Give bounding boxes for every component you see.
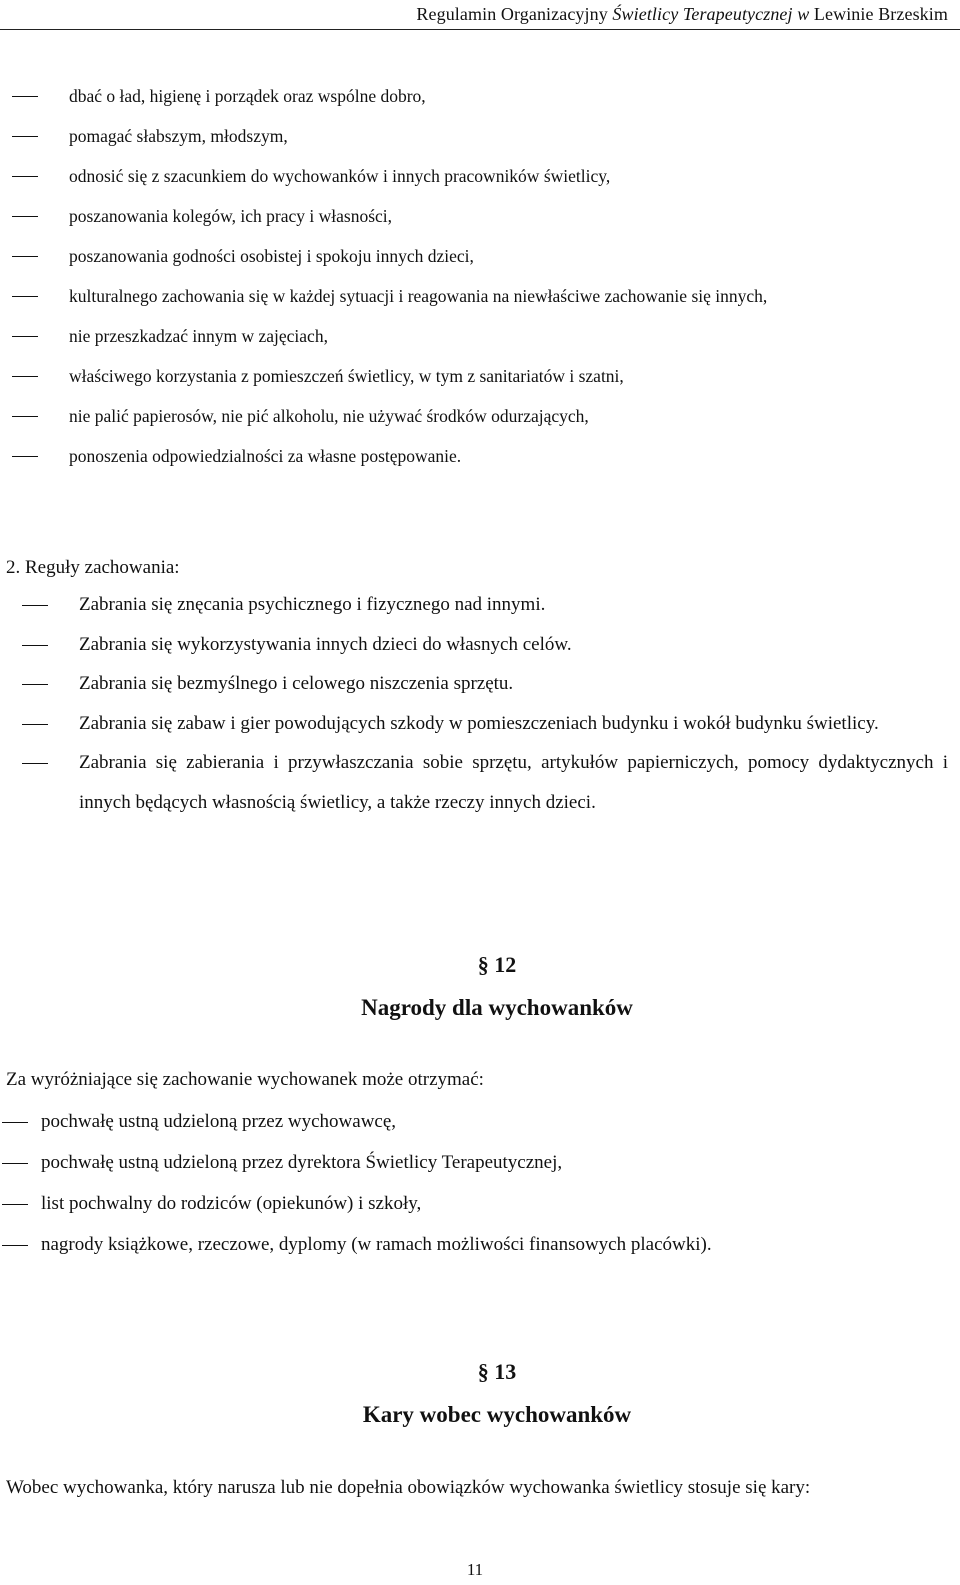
rewards-list [0, 1101, 960, 1265]
rules-heading: 2. Reguły zachowania: [6, 557, 180, 578]
dash-bullet [22, 605, 48, 606]
list-item [0, 196, 960, 236]
dash-bullet [12, 176, 38, 177]
dash-bullet [12, 216, 38, 217]
list-item [0, 316, 960, 356]
list-item-text: Zabrania się wykorzystywania innych dzieci do własnych celów. [79, 633, 572, 655]
list-item-text: właściwego korzystania z pomieszczeń świetlicy, w tym z sanitariatów i szatni, [69, 366, 624, 386]
list-item-text: Zabrania się zabierania i przywłaszczania sobie sprzętu, artykułów papierniczych, pomocy dydaktycznych i innych będących własnością świetlicy, a także rzeczy innych dzieci. [79, 752, 948, 813]
dash-bullet [2, 1204, 28, 1205]
list-item-text: dbać o ład, higienę i porządek oraz wspólne dobro, [69, 86, 426, 106]
section-12-intro: Za wyróżniające się zachowanie wychowanek może otrzymać: [6, 1069, 484, 1090]
list-item [0, 743, 960, 822]
list-item-text: Zabrania się bezmyślnego i celowego niszczenia sprzętu. [79, 673, 514, 694]
list-item-text: Zabrania się zabaw i gier powodujących szkody w pomieszczeniach budynku i wokół budynku świetlicy. [79, 712, 879, 734]
section-12-number: § 12 [477, 952, 517, 977]
list-item [0, 585, 960, 625]
list-item-text: nie palić papierosów, nie pić alkoholu, nie używać środków odurzających, [69, 406, 589, 426]
list-item-text: Zabrania się znęcania psychicznego i fizycznego nad innymi. [79, 594, 546, 615]
header-text-italic: Świetlicy Terapeutycznej w [612, 4, 810, 24]
list-item [0, 276, 960, 316]
dash-bullet [12, 416, 38, 417]
list-item [0, 396, 960, 436]
page-number: 11 [466, 1560, 484, 1579]
list-item [0, 664, 960, 704]
dash-bullet [12, 376, 38, 377]
section-12-title: Nagrody dla wychowanków [361, 995, 633, 1020]
list-item [0, 436, 960, 476]
list-item-text: nie przeszkadzać innym w zajęciach, [69, 326, 328, 346]
list-item-text: pochwałę ustną udzieloną przez dyrektora Świetlicy Terapeutycznej, [41, 1152, 563, 1173]
dash-bullet [22, 763, 48, 764]
list-item [0, 704, 960, 744]
dash-bullet [2, 1163, 28, 1164]
list-item [0, 236, 960, 276]
dash-bullet [2, 1245, 28, 1246]
list-item-text: kulturalnego zachowania się w każdej sytuacji i reagowania na niewłaściwe zachowanie się innych, [69, 286, 768, 306]
list-item [0, 1101, 960, 1142]
header-text-prefix: Regulamin Organizacyjny [416, 4, 613, 24]
section-13-number: § 13 [477, 1359, 517, 1384]
header-rule [0, 29, 960, 30]
dash-bullet [22, 645, 48, 646]
list-item-text: pochwałę ustną udzieloną przez wychowawcę, [41, 1111, 397, 1132]
list-item [0, 1142, 960, 1183]
duties-list [0, 76, 960, 476]
dash-bullet [12, 136, 38, 137]
list-item [0, 1224, 960, 1265]
section-13-title: Kary wobec wychowanków [362, 1402, 632, 1427]
list-item-text: pomagać słabszym, młodszym, [69, 126, 288, 146]
dash-bullet [12, 456, 38, 457]
list-item-text: nagrody książkowe, rzeczowe, dyplomy (w ramach możliwości finansowych placówki). [41, 1234, 712, 1255]
list-item-text: poszanowania kolegów, ich pracy i własności, [69, 206, 393, 226]
dash-bullet [12, 256, 38, 257]
list-item [0, 356, 960, 396]
dash-bullet [12, 96, 38, 97]
list-item [0, 625, 960, 665]
dash-bullet [12, 296, 38, 297]
header-text-suffix: Lewinie Brzeskim [809, 4, 948, 24]
list-item [0, 116, 960, 156]
list-item [0, 76, 960, 116]
list-item-text: ponoszenia odpowiedzialności za własne postępowanie. [69, 446, 462, 466]
rules-list [0, 585, 960, 822]
dash-bullet [22, 724, 48, 725]
list-item-text: poszanowania godności osobistej i spokoju innych dzieci, [69, 246, 474, 266]
dash-bullet [22, 684, 48, 685]
list-item-text: list pochwalny do rodziców (opiekunów) i szkoły, [41, 1193, 422, 1214]
running-header [416, 4, 948, 25]
dash-bullet [12, 336, 38, 337]
section-13-intro: Wobec wychowanka, który narusza lub nie dopełnia obowiązków wychowanka świetlicy stosuje się kary: [6, 1477, 811, 1498]
list-item [0, 156, 960, 196]
dash-bullet [2, 1122, 28, 1123]
list-item [0, 1183, 960, 1224]
list-item-text: odnosić się z szacunkiem do wychowanków i innych pracowników świetlicy, [69, 166, 611, 186]
